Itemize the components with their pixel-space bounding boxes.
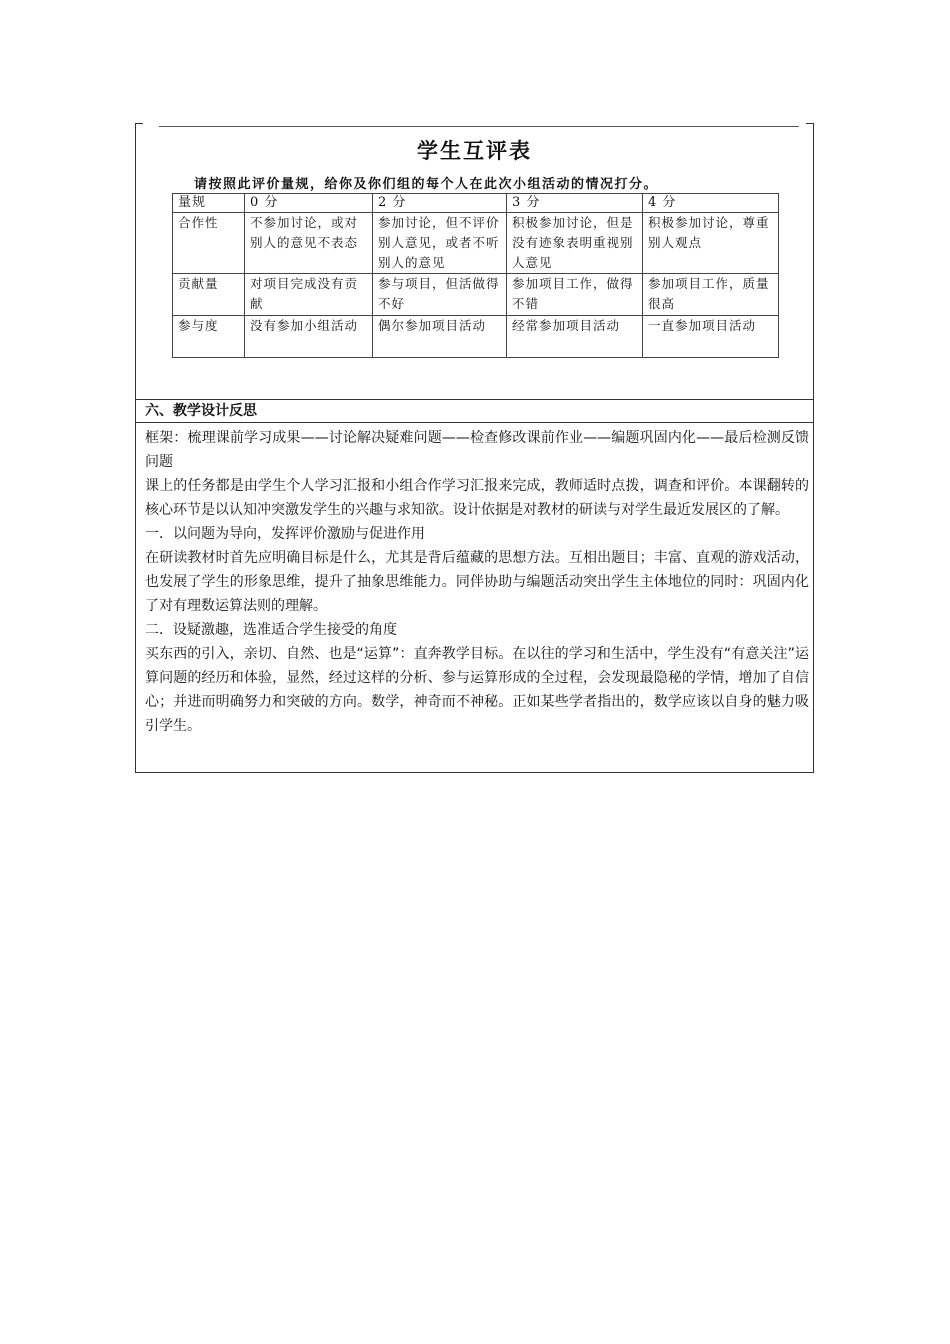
rubric-cell: 参与度 bbox=[173, 316, 245, 358]
peer-evaluation-image bbox=[136, 123, 813, 400]
rubric-table bbox=[172, 193, 779, 358]
rubric-cell: 参加项目工作，质量很高 bbox=[643, 274, 779, 316]
reflection-heading: 六、教学设计反思 bbox=[136, 399, 813, 423]
rubric-cell: 参加讨论，但不评价别人意见，或者不听别人的意见 bbox=[373, 213, 507, 274]
rubric-cell: 一直参加项目活动 bbox=[643, 316, 779, 358]
reflection-paragraph: 框架：梳理课前学习成果——讨论解决疑难问题——检查修改课前作业——编题巩固内化——最后检测反馈问题 bbox=[145, 430, 809, 470]
rubric-header-cell: 0 分 bbox=[245, 194, 373, 213]
rubric-cell: 没有参加小组活动 bbox=[245, 316, 373, 358]
rubric-cell: 贡献量 bbox=[173, 274, 245, 316]
rubric-header-cell: 2 分 bbox=[373, 194, 507, 213]
rubric-cell: 参加项目工作，做得不错 bbox=[507, 274, 643, 316]
reflection-paragraph: 课上的任务都是由学生个人学习汇报和小组合作学习汇报来完成，教师适时点拨，调查和评价。本课翻转的核心环节是以认知冲突激发学生的兴趣与求知欲。设计依据是对教材的研读与对学生最近发展区的了解。 bbox=[145, 478, 809, 518]
rubric-row-participation bbox=[173, 316, 779, 358]
rubric-header-cell: 量规 bbox=[173, 194, 245, 213]
rubric-cell: 参与项目，但活做得不好 bbox=[373, 274, 507, 316]
reflection-paragraph: 二．设疑激趣，选准适合学生接受的角度 bbox=[145, 622, 397, 638]
reflection-body bbox=[145, 426, 809, 738]
rubric-row-cooperation bbox=[173, 213, 779, 274]
rubric-cell: 积极参加讨论，但是没有迹象表明重视别人意见 bbox=[507, 213, 643, 274]
rubric-cell: 经常参加项目活动 bbox=[507, 316, 643, 358]
evaluation-title: 学生互评表 bbox=[417, 138, 532, 163]
reflection-paragraph: 买东西的引入，亲切、自然、也是“运算”：直奔教学目标。在以往的学习和生活中，学生没有“有意关注”运算问题的经历和体验，显然，经过这样的分析、参与运算形成的全过程，会发现最隐秘的学情，增加了自信心；并进而明确努力和突破的方向。数学，神奇而不神秘。正如某些学者指出的，数学应该以自身的魅力吸引学生。 bbox=[145, 646, 809, 734]
rubric-header-cell: 3 分 bbox=[507, 194, 643, 213]
rubric-header-row bbox=[173, 194, 779, 213]
rubric-header-cell: 4 分 bbox=[643, 194, 779, 213]
evaluation-instruction: 请按照此评价量规，给你及你们组的每个人在此次小组活动的情况打分。 bbox=[194, 177, 659, 192]
rubric-row-contribution bbox=[173, 274, 779, 316]
document-table-frame bbox=[135, 123, 814, 773]
rubric-cell: 对项目完成没有贡献 bbox=[245, 274, 373, 316]
rubric-cell: 偶尔参加项目活动 bbox=[373, 316, 507, 358]
image-top-rule bbox=[159, 126, 799, 127]
rubric-cell: 合作性 bbox=[173, 213, 245, 274]
rubric-cell: 积极参加讨论，尊重别人观点 bbox=[643, 213, 779, 274]
rubric-cell: 不参加讨论，或对别人的意见不表态 bbox=[245, 213, 373, 274]
reflection-paragraph: 在研读教材时首先应明确目标是什么，尤其是背后蕴藏的思想方法。互相出题目；丰富、直观的游戏活动，也发展了学生的形象思维，提升了抽象思维能力。同伴协助与编题活动突出学生主体地位的同时：巩固内化了对有理数运算法则的理解。 bbox=[145, 550, 809, 614]
reflection-paragraph: 一．以问题为导向，发挥评价激励与促进作用 bbox=[145, 526, 425, 542]
